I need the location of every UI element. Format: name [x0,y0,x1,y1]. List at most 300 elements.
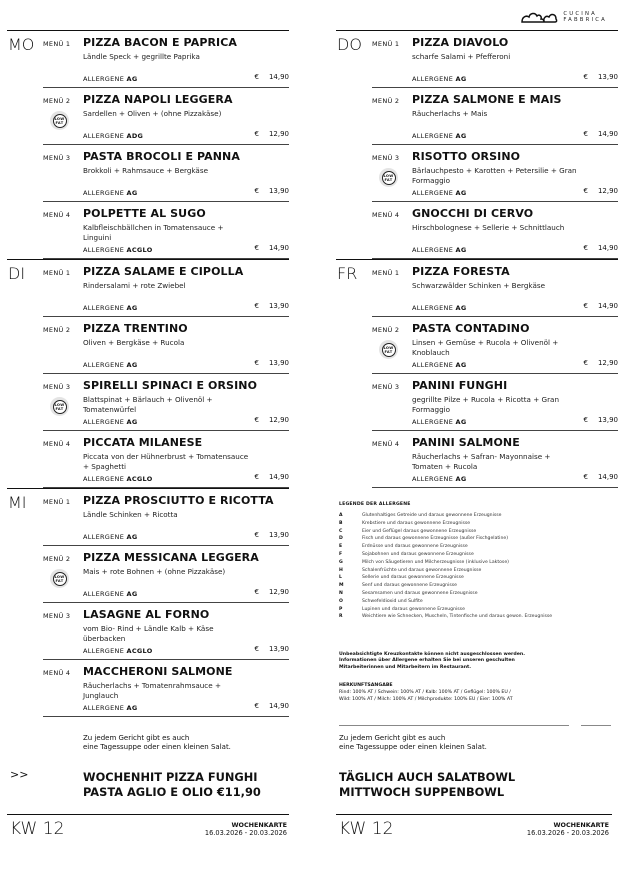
menu-number-label: MENÜ 3 [43,383,71,391]
price [254,302,289,310]
legend-text: Lupinen und daraus gewonnene Erzeugnisse [362,606,465,612]
price-value: 13,90 [268,302,289,310]
menu-item-body [83,202,289,258]
currency: € [583,416,588,424]
menu-item [43,31,289,88]
dish-name: PIZZA DIAVOLO [412,36,509,49]
legend-code: D [339,536,343,542]
menu-number-label: MENÜ 4 [372,440,400,448]
allergen-label: ALLERGENE [412,132,454,140]
menu-number-label: MENÜ 1 [372,40,400,48]
menu-item-body [83,546,289,602]
allergen-label: ALLERGENE [412,304,454,312]
menu-item-body [83,374,289,430]
currency: € [254,187,259,195]
extra-line: Zu jedem Gericht gibt es auch [339,734,446,742]
price-value: 14,90 [268,244,289,252]
legend-text: Fisch und daraus gewonnene Erzeugnisse (außer Fischgelatine) [362,536,508,542]
menu-item-body [83,489,289,545]
allergen-codes: ACGLO [126,647,153,655]
day-label: FR [337,264,358,283]
allergen-label: ALLERGENE [83,246,125,254]
legend-text: Krebstiere und daraus gewonnene Erzeugnisse [362,520,471,526]
dish-name: POLPETTE AL SUGO [83,207,206,220]
menu-item [43,145,289,202]
dish-name: PANINI FUNGHI [412,379,508,392]
price [254,702,289,710]
extra-line: eine Tagessuppe oder einen kleinen Salat. [83,743,231,751]
menu-item [372,260,618,317]
origin-line: Rind: 100% AT / Schwein: 100% AT / Kalb: 100% AT / Geflügel: 100% EU / [339,690,511,695]
menu-number-label: MENÜ 4 [43,669,71,677]
dish-description: Kalbfleischbällchen in Tomatensauce + Linguini [83,223,224,242]
low-fat-line: LOW [383,173,394,178]
menu-number-label: MENÜ 1 [43,269,71,277]
legend-row [339,528,613,536]
price [254,359,289,367]
allergen-codes: ACGLO [126,246,153,254]
weekly-line: MITTWOCH SUPPENBOWL [339,785,505,799]
menu-item-body [83,88,289,144]
menu-items [372,260,618,488]
dish-name: SPIRELLI SPINACI E ORSINO [83,379,258,392]
notes-line: Mitarbeiterinnen und Mitarbeitern im Restaurant. [339,664,472,670]
legend-row [339,582,613,590]
menu-item-body [412,260,618,316]
price [583,244,618,252]
legend-row [339,567,613,575]
allergen-info [83,361,137,369]
menu-item-body [412,317,618,373]
price-value: 13,90 [597,416,618,424]
price [254,187,289,195]
low-fat-text [383,346,393,354]
allergen-label: ALLERGENE [83,475,125,483]
low-fat-line: LOW [54,574,65,579]
allergen-label: ALLERGENE [412,75,454,83]
allergen-info [83,590,137,598]
menu-number [372,31,412,87]
allergen-label: ALLERGENE [412,475,454,483]
price [583,130,618,138]
legend-code: A [339,513,343,518]
dish-description: vom Bio- Rind + Ländle Kalb + Käse überbacken [83,624,214,643]
low-fat-line: LOW [54,116,65,121]
menu-number [372,202,412,258]
allergen-codes: AG [455,304,467,312]
brand-line1: CUCINA [563,11,597,17]
notes-line: Informationen über Allergene erhalten Sie bei unseren geschulten [339,658,515,664]
dish-name: PIZZA SALAME E CIPOLLA [83,265,244,278]
legend-code: G [339,559,343,565]
weekly-line: WOCHENHIT PIZZA FUNGHI [83,770,258,784]
allergen-info [412,75,466,83]
currency: € [254,244,259,252]
weekly-special-left [83,770,261,800]
allergen-label: ALLERGENE [83,189,125,197]
dish-description: Ländle Schinken + Ricotta [83,510,178,519]
legend-text: Schalenfrüchte und daraus gewonnene Erzeugnisse [362,567,482,573]
allergen-label: ALLERGENE [412,418,454,426]
dish-name: PANINI SALMONE [412,436,520,449]
dish-description: Mais + rote Bohnen + (ohne Pizzakäse) [83,567,226,576]
dish-description: Schwarzwälder Schinken + Bergkäse [412,281,546,290]
low-fat-badge [53,400,67,414]
legend-code: H [339,567,343,573]
price-value: 14,90 [597,244,618,252]
dish-name: PIZZA BACON E PAPRICA [83,36,238,49]
price-value: 13,90 [268,645,289,653]
price [583,302,618,310]
dish-description: Räucherlachs + Mais [412,109,488,118]
low-fat-text [383,174,393,182]
menu-number-label: MENÜ 3 [43,154,71,162]
allergen-label: ALLERGENE [83,75,125,83]
currency: € [583,244,588,252]
price-value: 14,90 [268,702,289,710]
origin-line: Wild: 100% AT / Milch: 100% AT / Milchprodukte: 100% EU / Eier: 100% AT [339,697,513,702]
legend-title: LEGENDE DER ALLERGENE [339,502,411,507]
menu-number [43,31,83,87]
menu-item-body [412,374,618,430]
currency: € [583,130,588,138]
menu-item-body [412,431,618,487]
menu-item [372,202,618,259]
dish-description: Sardellen + Oliven + (ohne Pizzakäse) [83,109,222,118]
menu-item [43,88,289,145]
menu-item-body [412,145,618,201]
menu-number-label: MENÜ 4 [372,211,400,219]
price [583,359,618,367]
menu-item [43,489,289,546]
price-value: 13,90 [268,359,289,367]
menu-number-label: MENÜ 1 [43,498,71,506]
dish-name: PIZZA SALMONE E MAIS [412,93,562,106]
menu-number [43,546,83,602]
allergen-codes: AG [126,418,138,426]
menu-number [43,489,83,545]
price-value: 12,90 [597,187,618,195]
legend-code: E [339,544,343,550]
footer-dates: 16.03.2026 - 20.03.2026 [526,829,609,837]
legend-row [339,574,613,582]
weekly-special-right [339,770,515,800]
menu-number-label: MENÜ 3 [372,383,400,391]
legend-text: Weichtiere wie Schnecken, Muscheln, Tintenfische und daraus gewon. Erzeugnisse [362,614,553,620]
allergen-info [412,132,466,140]
divider [581,725,611,726]
menu-item-body [83,317,289,373]
currency: € [583,187,588,195]
dish-name: PIZZA MESSICANA LEGGERA [83,551,259,564]
low-fat-icon [50,111,69,130]
menu-number-label: MENÜ 4 [43,440,71,448]
menu-number-label: MENÜ 3 [43,612,71,620]
allergen-info [83,304,137,312]
footer-title: WOCHENKARTE [553,821,609,829]
price-value: 12,90 [268,588,289,596]
legend-row [339,559,613,567]
price-value: 12,90 [268,130,289,138]
menu-item-body [412,88,618,144]
menu-item-body [83,660,289,716]
day-block [7,488,289,717]
brand-text [563,11,607,23]
dish-name: PIZZA NAPOLI LEGGERA [83,93,233,106]
allergen-label: ALLERGENE [83,533,125,541]
currency: € [583,473,588,481]
dish-name: MACCHERONI SALMONE [83,665,233,678]
menu-items [43,489,289,717]
low-fat-badge [382,171,396,185]
dish-description: Ländle Speck + gegrillte Paprika [83,52,200,61]
menu-number-label: MENÜ 3 [372,154,400,162]
allergen-codes: AG [126,75,138,83]
allergen-label: ALLERGENE [83,704,125,712]
low-fat-line: FAT [55,578,64,583]
allergen-codes: AG [455,418,467,426]
menu-number [43,660,83,716]
menu-number [372,88,412,144]
legend-row [339,512,613,520]
day-block [7,30,289,259]
legend-code: B [339,520,343,526]
allergen-info [83,533,137,541]
legend-code: F [339,551,343,557]
allergen-info [83,647,153,655]
menu-item-body [412,202,618,258]
allergen-codes: AG [455,189,467,197]
dish-name: PASTA CONTADINO [412,322,530,335]
allergen-label: ALLERGENE [412,189,454,197]
menu-item [372,431,618,488]
price-value: 12,90 [597,359,618,367]
allergen-label: ALLERGENE [83,647,125,655]
menu-items [43,31,289,259]
legend-code: P [339,606,343,612]
dish-description: Brokkoli + Rahmsauce + Bergkäse [83,166,208,175]
menu-number-label: MENÜ 4 [43,211,71,219]
price-value: 12,90 [268,416,289,424]
allergen-label: ALLERGENE [83,361,125,369]
calendar-week: KW 12 [339,819,394,839]
allergen-info [83,418,137,426]
dish-description: Blattspinat + Bärlauch + Olivenöl + Tomatenwürfel [83,395,213,414]
menu-items [372,31,618,259]
price [254,531,289,539]
allergen-codes: AG [455,475,467,483]
menu-column-left [7,30,289,717]
dish-description: Bärlauchpesto + Karotten + Petersilie + Gran Formaggio [412,166,577,185]
price [254,73,289,81]
low-fat-icon [379,340,398,359]
dish-name: PIZZA PROSCIUTTO E RICOTTA [83,494,274,507]
price [583,416,618,424]
allergen-codes: AG [126,304,138,312]
menu-number [43,317,83,373]
menu-number-label: MENÜ 2 [372,97,400,105]
legend-row [339,613,613,621]
legend-row [339,551,613,559]
menu-item [43,660,289,717]
allergen-codes: AG [455,361,467,369]
allergen-codes: ACGLO [126,475,153,483]
currency: € [254,531,259,539]
extra-info-left [83,734,231,752]
legend-text: Senf und daraus gewonnene Erzeugnisse [362,583,457,589]
allergen-codes: AG [455,75,467,83]
allergen-info [412,246,466,254]
legend-code: C [339,528,343,534]
dish-name: RISOTTO ORSINO [412,150,521,163]
low-fat-badge [382,343,396,357]
dish-description: Rindersalami + rote Zwiebel [83,281,186,290]
currency: € [254,302,259,310]
day-block [336,259,618,488]
day-label: MI [8,493,27,512]
dish-description: Räucherlachs + Safran- Mayonnaise + Tomaten + Rucola [412,452,551,471]
price-value: 13,90 [268,531,289,539]
low-fat-icon [50,569,69,588]
low-fat-icon [379,168,398,187]
menu-number-label: MENÜ 1 [43,40,71,48]
price-value: 14,90 [268,473,289,481]
price [583,473,618,481]
menu-items [43,260,289,488]
allergen-label: ALLERGENE [83,304,125,312]
menu-item [372,88,618,145]
menu-number [372,431,412,487]
currency: € [254,416,259,424]
menu-item [372,317,618,374]
price-value: 13,90 [268,187,289,195]
day-label: DO [337,35,362,54]
menu-number-label: MENÜ 2 [43,97,71,105]
currency: € [254,702,259,710]
legend-code: L [339,575,342,581]
legend-row [339,598,613,606]
allergen-codes: AG [126,361,138,369]
low-fat-line: FAT [55,406,64,411]
menu-number [372,145,412,201]
dish-description: Räucherlachs + Tomatenrahmsauce + Junglauch [83,681,221,700]
allergen-info [83,475,153,483]
menu-item-body [83,260,289,316]
price [254,130,289,138]
menu-item [43,317,289,374]
currency: € [583,302,588,310]
dish-description: Linsen + Gemüse + Rucola + Olivenöl + Knoblauch [412,338,559,357]
low-fat-line: FAT [384,349,393,354]
menu-number [372,317,412,373]
allergen-codes: AG [126,704,138,712]
menu-item [43,431,289,488]
legend-text: Erdnüsse und daraus gewonnene Erzeugnisse [362,544,468,550]
price [254,244,289,252]
legend-row [339,590,613,598]
footer-divider [7,814,289,815]
price-value: 14,90 [268,73,289,81]
allergen-label: ALLERGENE [412,246,454,254]
menu-item [43,260,289,317]
currency: € [254,473,259,481]
low-fat-badge [53,114,67,128]
price-value: 14,90 [597,302,618,310]
low-fat-text [54,575,64,583]
menu-number [43,431,83,487]
allergen-legend [339,502,613,621]
allergen-label: ALLERGENE [412,361,454,369]
allergen-codes: AG [455,246,467,254]
dish-description: gegrillte Pilze + Rucola + Ricotta + Gran Formaggio [412,395,559,414]
price [583,187,618,195]
allergen-codes: ADG [126,132,144,140]
allergen-info [412,475,466,483]
allergen-info [83,704,137,712]
origin-info [339,682,613,703]
menu-item [372,374,618,431]
origin-title: HERKUNFTSANGABE [339,683,393,688]
allergen-info [83,132,143,140]
divider [339,725,569,726]
dish-name: PICCATA MILANESE [83,436,203,449]
menu-number [43,603,83,659]
price-value: 14,90 [597,473,618,481]
price-value: 14,90 [597,130,618,138]
allergen-codes: AG [126,533,138,541]
legend-text: Milch von Säugetieren und Milcherzeugnisse (inklusive Laktose) [362,559,509,565]
notes-line: Unbeabsichtigte Kreuzkontakte können nicht ausgeschlossen werden. [339,652,526,657]
footer-divider [336,814,612,815]
currency: € [254,588,259,596]
allergen-label: ALLERGENE [83,418,125,426]
low-fat-text [54,117,64,125]
dish-name: PIZZA TRENTINO [83,322,188,335]
menu-item-body [83,431,289,487]
allergen-label: ALLERGENE [83,132,125,140]
footer-title: WOCHENKARTE [231,821,287,829]
menu-number [372,260,412,316]
legend-row [339,520,613,528]
menu-number-label: MENÜ 1 [372,269,400,277]
allergen-info [83,189,137,197]
allergen-codes: AG [455,132,467,140]
legend-text: Eier und Geflügel daraus gewonnene Erzeugnisse [362,528,477,534]
legend-code: N [339,590,343,596]
extra-line: eine Tagessuppe oder einen kleinen Salat. [339,743,487,751]
menu-item [43,202,289,259]
allergen-info [412,361,466,369]
low-fat-line: LOW [383,345,394,350]
footer-dates: 16.03.2026 - 20.03.2026 [204,829,287,837]
calendar-week: KW 12 [10,819,65,839]
allergen-info [83,75,137,83]
legend-text: Glutenhaltiges Getreide und daraus gewonnene Erzeugnisse [362,513,502,518]
low-fat-icon [50,397,69,416]
menu-number [43,88,83,144]
weekly-line: TÄGLICH AUCH SALATBOWL [339,770,516,784]
allergen-info [83,246,153,254]
allergen-notes [339,652,613,671]
low-fat-line: LOW [54,402,65,407]
low-fat-line: FAT [384,177,393,182]
price [583,73,618,81]
legend-code: M [339,583,344,589]
allergen-label: ALLERGENE [83,590,125,598]
price [254,588,289,596]
menu-item-body [83,145,289,201]
dish-name: LASAGNE AL FORNO [83,608,210,621]
